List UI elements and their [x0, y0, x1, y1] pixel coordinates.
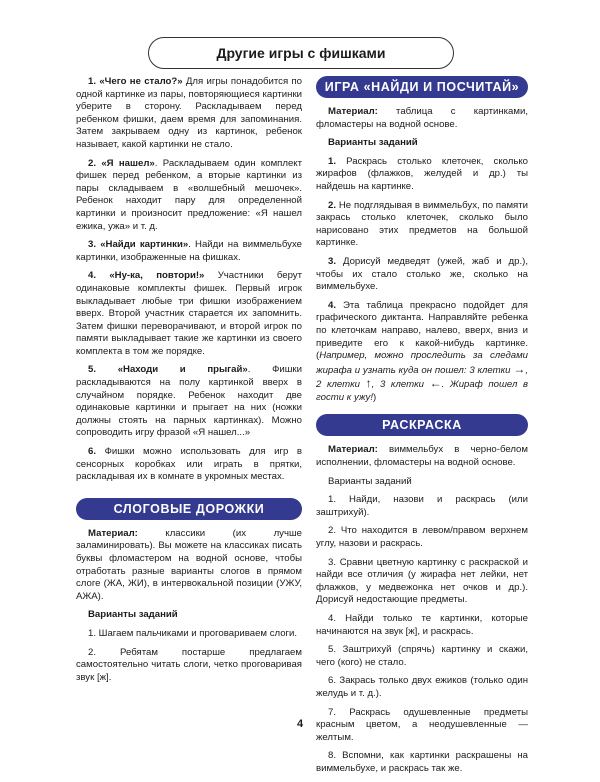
arrow-left-icon: ←	[429, 376, 442, 391]
task-paragraph: 1. Найди, назови и раскрась (или заштрихуй).	[316, 494, 528, 518]
task-paragraph: 1. Шагаем пальчиками и проговариваем слоги.	[88, 627, 298, 639]
task-paragraph: 4. Эта таблица прекрасно подойдет для графического диктанта. Направляйте ребенка по клеточкам направо, налево, вверх, вниз и приведите его к какой-нибудь картинке. (Например, можно проследить за следами жирафа и узнать куда он пошел: 3 клетки →, 2 клетки ↑, 3 клетки ←. Жираф пошел в гости к ужу!)	[316, 299, 529, 403]
game-paragraph: 4. «Ну-ка, повтори!» Участники берут одинаковые комплекты фишек. Первый игрок выкладывает любые три фишки изображением вверх. Второй участник старается их запомнить. Затем фишки переворачивают, и второй игрок по памяти выкладывает такие же картинки из своего комплекта в том же порядке.	[76, 270, 302, 357]
left-column	[76, 76, 302, 690]
task-paragraph: 2. Не подглядывая в виммельбух, по памяти закрась столько клеточек, сколько было нарисовано этих предметов на большой картинке.	[316, 199, 528, 249]
material-paragraph: Материал: таблица с картинками, фломастеры на водной основе.	[316, 106, 528, 130]
game-paragraph: 6. Фишки можно использовать для игр в сенсорных коробках или играть в прятки, раскладывая их в комнате в укромных местах.	[76, 446, 302, 483]
game-paragraph: 5. «Находи и прыгай». Фишки раскладываются на полу картинкой вверх в случайном порядке. Ребенок находит две одинаковые картинки и прыгает на них (ножки должны стоять на парных картинках). Можно сопроводить игру фразой «Я нашел...»	[76, 364, 302, 439]
game-paragraph: 3. «Найди картинки». Найди на виммельбухе картинки, изображенные на фишках.	[76, 239, 302, 263]
section-heading-coloring: РАСКРАСКА	[316, 414, 528, 436]
task-paragraph: 4. Найди только те картинки, которые начинаются на звук [ж], и раскрась.	[316, 613, 528, 637]
section-heading-find-count: ИГРА «НАЙДИ И ПОСЧИТАЙ»	[316, 76, 528, 98]
variants-label: Варианты заданий	[328, 137, 418, 149]
variants-label: Варианты заданий	[88, 609, 178, 621]
task-paragraph: 7. Раскрась одушевленные предметы красным цветом, а неодушевленные — желтым.	[316, 706, 528, 743]
task-paragraph: 1. Раскрась столько клеточек, сколько жирафов (флажков, желудей и др.) ты найдешь на картинке.	[316, 155, 528, 192]
section-heading-syllable-paths: СЛОГОВЫЕ ДОРОЖКИ	[76, 498, 302, 520]
page-number: 4	[296, 718, 304, 730]
material-paragraph: Материал: классики (их лучше заламинировать). Вы можете на классиках писать буквы фломастером на водной основе, чтобы отработать разные варианты слогов в прямом слоге (ЖА, ЖИ), в интервокальной позиции (УЖУ, АЖА).	[76, 527, 302, 602]
page-title: Другие игры с фишками	[148, 37, 454, 69]
game-paragraph: 1. «Чего не стало?» Для игры понадобится по одной картинке из пары, повторяющиеся картинки уберите в сторону. Раскладываем перед ребенком фишки, даем время для запоминания. Затем закрываем одну из картинок, ребенок называет, какой картинки не стало.	[76, 76, 302, 150]
material-paragraph: Материал: виммельбух в черно-белом исполнении, фломастеры на водной основе.	[316, 444, 528, 469]
task-paragraph: 3. Сравни цветную картинку с раскраской и найди все отличия (у жирафа нет лейки, нет флажков, у медвежонка нет очков и др.). Дорисуй недостающие предметы.	[316, 556, 528, 606]
arrow-right-icon: →	[513, 361, 526, 376]
game-paragraph: 2. «Я нашел». Раскладываем один комплект фишек перед ребенком, а вторые картинки из пары складываем в «волшебный мешочек». Ребенок находит пару для определенной картинки и произносит предложение: «Я нашел ежика, ужа» и т. д.	[76, 157, 302, 232]
task-paragraph: 2. Ребятам постарше предлагаем самостоятельно читать слоги, четко проговаривая звук [ж].	[76, 646, 302, 683]
task-paragraph: 6. Закрась только двух ежиков (только один желудь и т. д.).	[316, 675, 528, 699]
task-paragraph: 8. Вспомни, как картинки раскрашены на виммельбухе, и раскрась так же.	[316, 750, 528, 774]
arrow-up-icon: ↑	[365, 376, 372, 391]
right-column	[316, 76, 528, 782]
task-paragraph: 2. Что находится в левом/правом верхнем углу, назови и раскрась.	[316, 525, 528, 550]
task-paragraph: 3. Дорисуй медведят (ужей, жаб и др.), чтобы их стало столько же, сколько на виммельбухе.	[316, 255, 528, 293]
task-paragraph: 5. Заштрихуй (спрячь) картинку и скажи, чего (кого) не стало.	[316, 644, 528, 668]
variants-label: Варианты заданий	[328, 475, 412, 487]
